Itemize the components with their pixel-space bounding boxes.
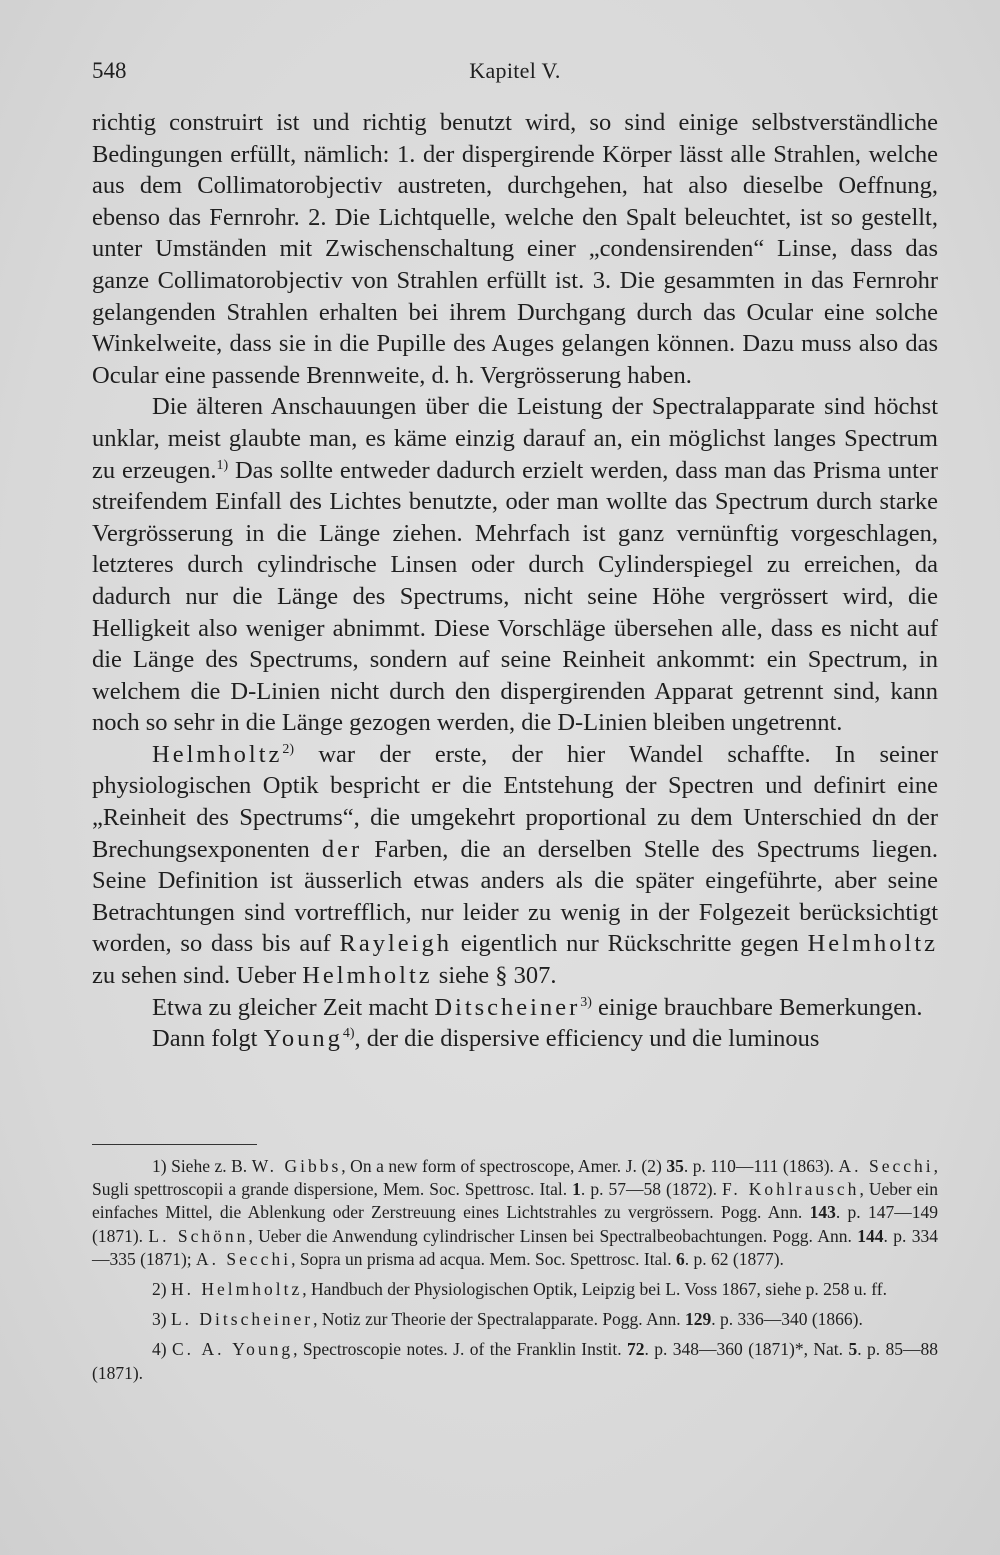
page-number: 548 — [92, 58, 127, 83]
paragraph-4: Etwa zu gleicher Zeit macht Ditscheiner$^{3)}$ einige brauchbare Bemerkungen. — [152, 993, 923, 1021]
footnote-2: 2) H. Helmholtz, Handbuch der Physiologischen Optik, Leipzig bei L. Voss 1867, siehe p. 258 u. ff. — [152, 1279, 887, 1300]
footnote-4: 4) C. A. Young, Spectroscopie notes. J. of the Franklin Instit. 72. p. 348—360 (1871)*, Nat. 5. p. 85—88 (1871). — [92, 1339, 938, 1383]
footnote-1: 1) Siehe z. B. W. Gibbs, On a new form of spectroscope, Amer. J. (2) 35. p. 110—111 (1863). A. Secchi, Sugli spettroscopii a grande dispersione, Mem. Soc. Spettrosc. Ital. 1. p. 57—58 (1872). F. Kohlrausch, Ueber ein einfaches Mittel, die Ablenkung oder Zerstreuung eines Lichtstrahles zu vergrössern. Pogg. Ann. 143. p. 147—149 (1871). L. Schönn, Ueber die Anwendung cylindrischer Linsen bei Spectralbeobachtungen. Pogg. Ann. 144. p. 334—335 (1871); A. Secchi, Sopra un prisma ad acqua. Mem. Soc. Spettrosc. Ital. 6. p. 62 (1877). — [92, 1156, 939, 1269]
footnote-ref-1: 1) — [216, 457, 229, 473]
footnote-ref-3: 3) — [580, 994, 592, 1010]
body-text — [92, 107, 938, 1055]
author-name-helmholtz: Helmholtz — [152, 740, 283, 768]
running-head: Kapitel V. — [469, 58, 561, 83]
author-name-helmholtz: Helmholtz — [302, 962, 433, 990]
author-name-ditscheiner: Ditscheiner — [434, 993, 581, 1021]
paragraph-2: Die älteren Anschauungen über die Leistung der Spectralapparate sind höchst unklar, meist glaubte man, es käme einzig darauf an, ein möglichst langes Spectrum zu erzeugen.$^{1)}$ Das sollte entweder dadurch erzielt werden, dass man das Prisma unter streifendem Einfall des Lichtes benutzte, oder man wollte das Spectrum durch starke Vergrösserung in die Länge ziehen. Mehrfach ist ganz vernünftig vorgeschlagen, letzteres durch cylindrische Linsen oder durch Cylinderspiegel zu erreichen, da dadurch nur die Länge des Spectrums, nicht seine Höhe vergrössert wird, die Helligkeit also weniger abnimmt. Diese Vorschläge übersehen alle, dass es nicht auf die Länge des Spectrums, sondern auf seine Reinheit ankommt: ein Spectrum, in welchem die D-Linien nicht durch den dispergirenden Apparat getrennt sind, kann noch so sehr in die Länge gezogen werden, die D-Linien bleiben ungetrennt. — [92, 393, 938, 737]
author-name-helmholtz: Helmholtz — [807, 930, 938, 958]
author-name-young: Young — [263, 1025, 343, 1053]
footnote-ref-4: 4) — [342, 1026, 355, 1042]
paragraph-3: Helmholtz$^{2)}$ war der erste, der hier Wandel schaffte. In seiner physiologischen Optik bespricht er die Entstehung der Spectren und definirt eine „Reinheit des Spectrums“, die umgekehrt proportional zu dem Unterschied dn der Brechungsexponenten der Farben, die an derselben Stelle des Spectrums liegen. Seine Definition ist äusserlich etwas anders als die später eingeführte, aber seine Betrachtungen sind vortrefflich, nur leider zu wenig in der Folgezeit berücksichtigt worden, so dass bis auf Rayleigh eigentlich nur Rückschritte gegen Helmholtz zu sehen sind. Ueber Helmholtz siehe § 307. — [92, 740, 938, 990]
paragraph-5: Dann folgt Young$^{4)}$, der die dispersive efficiency und die luminous — [152, 1025, 820, 1053]
footnote-separator — [92, 1144, 257, 1145]
author-name-rayleigh: Rayleigh — [339, 930, 452, 958]
footnote-ref-2: 2) — [282, 741, 295, 757]
paragraph-1: richtig construirt ist und richtig benutzt wird, so sind einige selbstverständliche Bedingungen erfüllt, nämlich: 1. der dispergirende Körper lässt alle Strahlen, welche aus dem Collimatorobjectiv austreten, durchgehen, hat also dieselbe Oeffnung, ebenso das Fernrohr. 2. Die Lichtquelle, welche den Spalt beleuchtet, ist so gestellt, unter Umständen mit Zwischenschaltung einer „condensirenden“ Linse, dass das ganze Collimatorobjectiv von Strahlen erfüllt ist. 3. Die gesammten in das Fernrohr gelangenden Strahlen erhalten bei ihrem Durchgang durch das Ocular eine solche Winkelweite, dass sie in die Pupille des Auges gelangen können. Dazu muss also das Ocular eine passende Brennweite, d. h. Vergrösserung haben. — [92, 109, 938, 389]
footnote-3: 3) L. Ditscheiner, Notiz zur Theorie der Spectralapparate. Pogg. Ann. 129. p. 336—340 (1866). — [152, 1309, 863, 1330]
footnotes — [92, 1155, 938, 1392]
page-header — [92, 58, 938, 90]
